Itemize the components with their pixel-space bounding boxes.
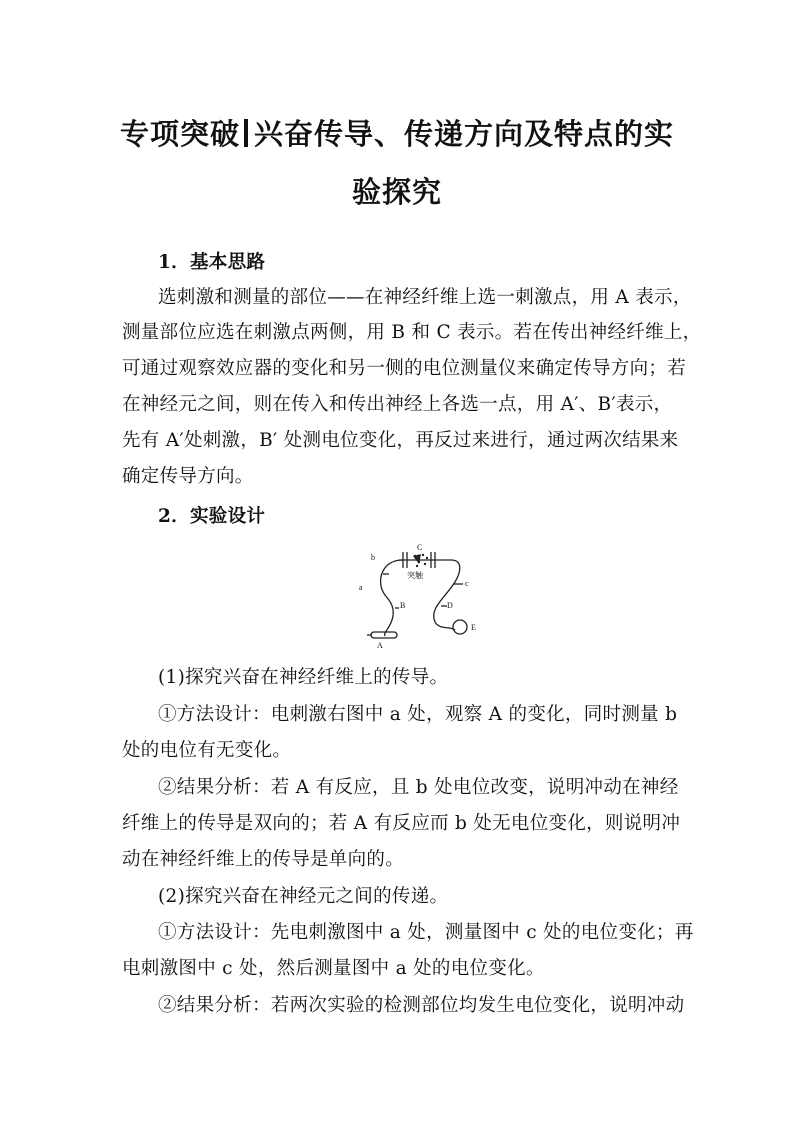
- paragraph-line: 确定传导方向。: [122, 466, 254, 487]
- paragraph-line: 选刺激和测量的部位——在神经纤维上选一刺激点，用 A 表示，: [158, 287, 692, 308]
- section-heading-basic-idea: 1．基本思路: [158, 252, 266, 273]
- label-A: A: [377, 641, 383, 650]
- title-main: 兴奋传导、传递方向及特点的实: [254, 117, 675, 151]
- paragraph-line: 处的电位有无变化。: [122, 740, 292, 761]
- label-D: D: [447, 601, 453, 610]
- part-heading: (2)探究兴奋在神经元之间的传递。: [158, 886, 449, 907]
- paragraph-line: 电刺激图中 c 处，然后测量图中 a 处的电位变化。: [122, 958, 545, 979]
- paragraph-line: 纤维上的传导是双向的；若 A 有反应而 b 处无电位变化，则说明冲: [122, 813, 681, 834]
- paragraph-line: 在神经元之间，则在传入和传出神经上各选一点，用 A′、B′表示，: [122, 394, 673, 415]
- label-B: B: [400, 601, 406, 610]
- paragraph-line: 先有 A′处刺激，B′ 处测电位变化，再反过来进行，通过两次结果来: [122, 430, 679, 451]
- page-title-line-1: [0, 112, 794, 153]
- title-prefix: 专项突破: [119, 117, 240, 151]
- label-C: C: [417, 543, 423, 552]
- receptor-A: [371, 632, 397, 638]
- effector-E: [453, 620, 467, 634]
- page-title-line-2: 验探究: [351, 175, 442, 209]
- efferent-fiber: [434, 560, 460, 630]
- afferent-fiber: [381, 560, 406, 636]
- paragraph-line: 可通过观察效应器的变化和另一侧的电位测量仪来确定传导方向；若: [122, 358, 687, 379]
- label-b: b: [371, 553, 375, 562]
- part-heading: (1)探究兴奋在神经纤维上的传导。: [158, 667, 449, 688]
- label-a: a: [359, 583, 363, 592]
- label-E: E: [471, 623, 476, 632]
- paragraph-line: ①方法设计：先电刺激图中 a 处，测量图中 c 处的电位变化；再: [158, 922, 694, 943]
- paragraph-line: 测量部位应选在刺激点两侧，用 B 和 C 表示。若在传出神经纤维上，: [122, 322, 702, 343]
- section-heading-experiment-design: 2．实验设计: [158, 506, 266, 527]
- label-c: c: [465, 579, 469, 588]
- title-divider: [244, 119, 248, 147]
- reflex-arc-diagram: [355, 538, 495, 653]
- paragraph-line: ①方法设计：电刺激右图中 a 处，观察 A 的变化，同时测量 b: [158, 704, 678, 725]
- paragraph-line: ②结果分析：若 A 有反应，且 b 处电位改变，说明冲动在神经: [158, 777, 679, 798]
- label-synapse: 突触: [407, 571, 423, 580]
- paragraph-line: ②结果分析：若两次实验的检测部位均发生电位变化，说明冲动: [158, 995, 685, 1016]
- paragraph-line: 动在神经纤维上的传导是单向的。: [122, 849, 405, 870]
